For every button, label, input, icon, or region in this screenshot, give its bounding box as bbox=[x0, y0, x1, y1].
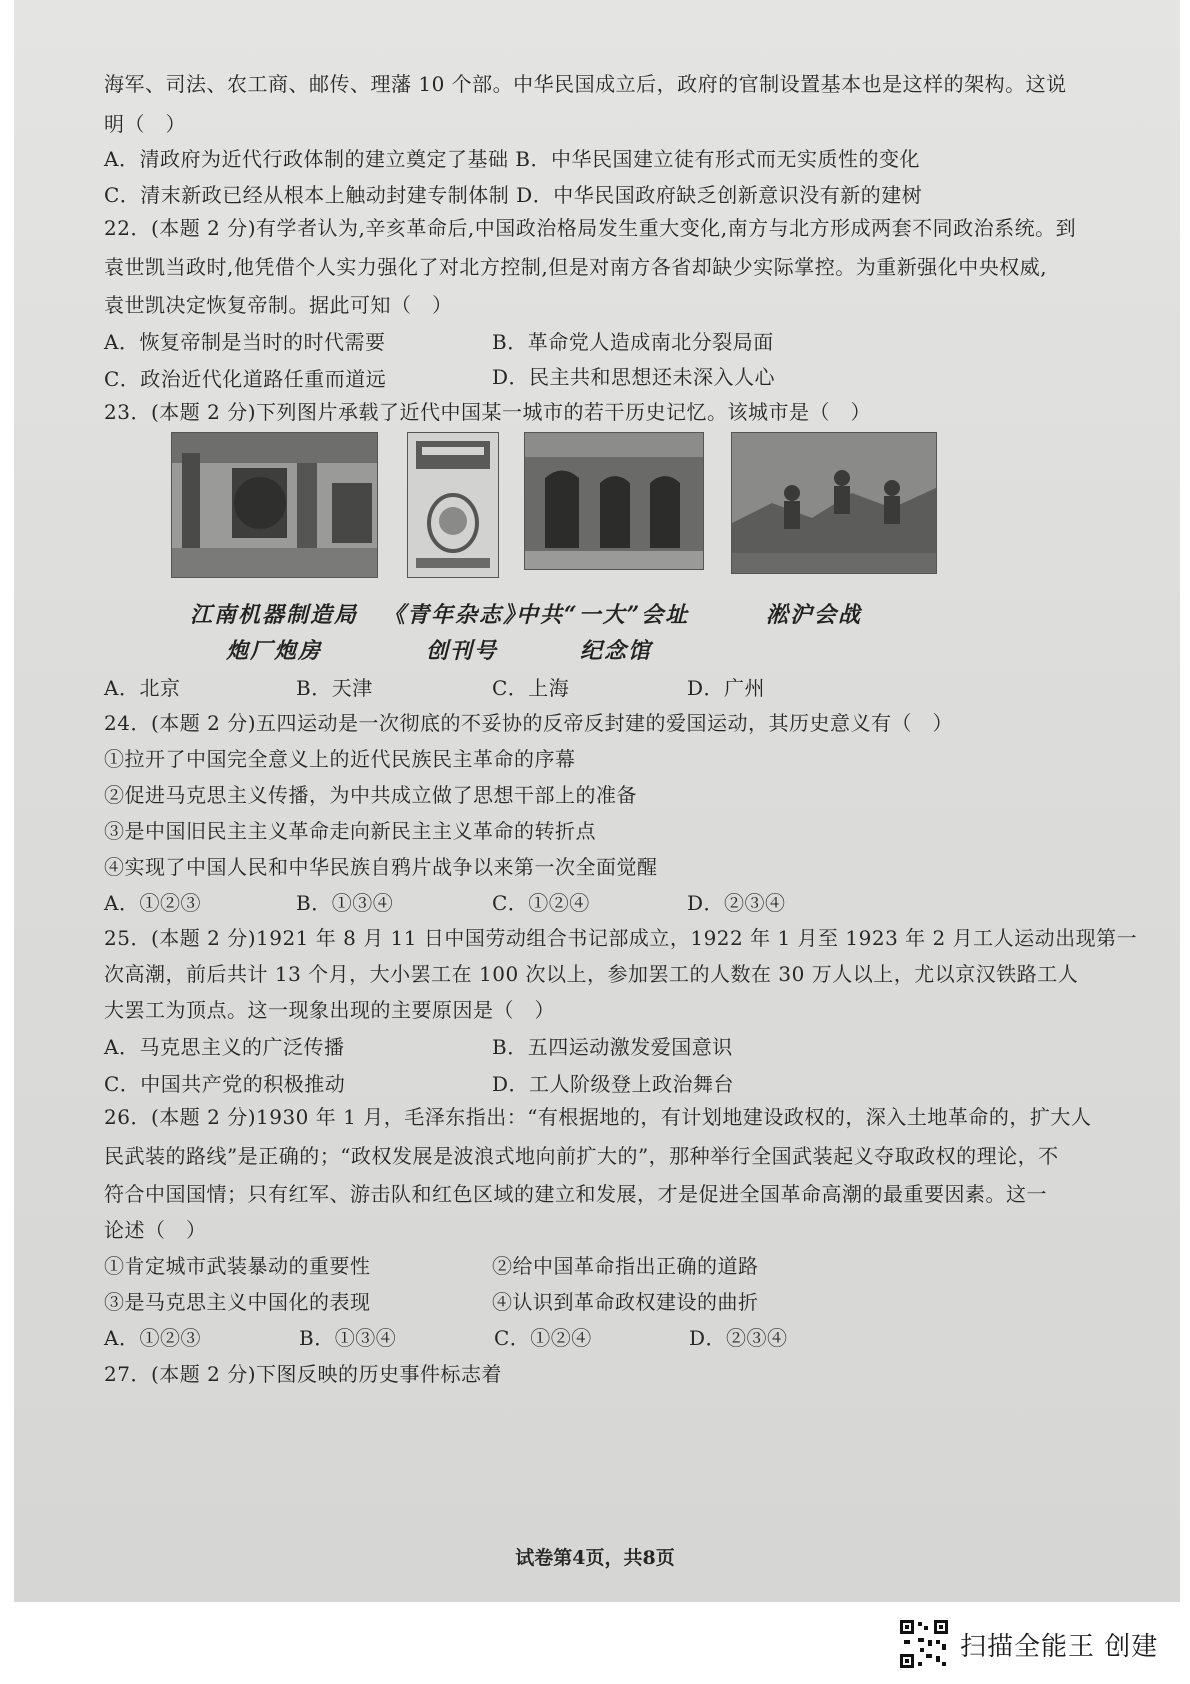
q24-option-b: B．①③④ bbox=[296, 891, 394, 915]
q24-item-3: ③是中国旧民主主义革命走向新民主主义革命的转折点 bbox=[104, 819, 596, 843]
caption-arsenal-line2: 炮厂炮房 bbox=[226, 638, 323, 664]
q26-item-2: ②给中国革命指出正确的道路 bbox=[492, 1254, 759, 1278]
q22-stem-line2: 袁世凯当政时,他凭借个人实力强化了对北方控制,但是对南方各省却缺少实际掌控。为重新强化中央权威, bbox=[104, 255, 1048, 279]
first-congress-site-photo bbox=[524, 432, 704, 570]
q26-stem-line3: 符合中国国情；只有红军、游击队和红色区域的建立和发展，才是促进全国革命高潮的最重要因素。这一 bbox=[104, 1182, 1047, 1206]
q21-options-ab: A．清政府为近代行政体制的建立奠定了基础 B．中华民国建立徒有形式而无实质性的变化 bbox=[104, 147, 920, 171]
q24-option-c: C．①②④ bbox=[492, 891, 590, 915]
caption-arsenal-line1: 江南机器制造局 bbox=[190, 602, 359, 628]
q26-stem-line4: 论述（ ） bbox=[104, 1218, 207, 1242]
q26-item-3: ③是马克思主义中国化的表现 bbox=[104, 1290, 371, 1314]
q24-stem: 24．(本题 2 分)五四运动是一次彻底的不妥协的反帝反封建的爱国运动，其历史意义有（ ） bbox=[104, 711, 953, 735]
q22-option-c: C．政治近代化道路任重而道远 bbox=[104, 367, 387, 391]
q23-stem: 23．(本题 2 分)下列图片承载了近代中国某一城市的若干历史记忆。该城市是（ ） bbox=[104, 400, 871, 424]
q26-option-d: D．②③④ bbox=[689, 1326, 788, 1350]
q24-item-1: ①拉开了中国完全意义上的近代民族民主革命的序幕 bbox=[104, 747, 576, 771]
jiangnan-arsenal-photo bbox=[171, 432, 378, 578]
q24-option-a: A．①②③ bbox=[104, 891, 201, 915]
exam-sheet bbox=[14, 0, 1180, 1602]
qr-code-icon bbox=[898, 1618, 950, 1670]
scanner-watermark bbox=[898, 1618, 1158, 1670]
page-footer: 试卷第4页，共8页 bbox=[515, 1547, 675, 1569]
q22-option-d: D．民主共和思想还未深入人心 bbox=[492, 365, 776, 389]
q25-option-d: D．工人阶级登上政治舞台 bbox=[492, 1072, 735, 1096]
q26-item-4: ④认识到革命政权建设的曲折 bbox=[492, 1290, 759, 1314]
q25-option-b: B．五四运动激发爱国意识 bbox=[492, 1035, 733, 1059]
youth-magazine-cover bbox=[407, 432, 499, 578]
q25-stem-line3: 大罢工为顶点。这一现象出现的主要原因是（ ） bbox=[104, 998, 555, 1022]
q22-stem-line1: 22．(本题 2 分)有学者认为,辛亥革命后,中国政治格局发生重大变化,南方与北方形成两套不同政治系统。到 bbox=[104, 216, 1077, 240]
q26-option-b: B．①③④ bbox=[299, 1326, 397, 1350]
q23-option-c: C．上海 bbox=[492, 676, 570, 700]
q23-option-d: D．广州 bbox=[687, 676, 766, 700]
q24-item-2: ②促进马克思主义传播，为中共成立做了思想干部上的准备 bbox=[104, 783, 637, 807]
caption-magazine-line1: 《青年杂志》 bbox=[383, 602, 528, 628]
q21-stem-line2: 明（ ） bbox=[104, 112, 186, 136]
q22-option-a: A．恢复帝制是当时的时代需要 bbox=[104, 330, 386, 354]
q24-option-d: D．②③④ bbox=[687, 891, 786, 915]
q25-stem-line1: 25．(本题 2 分)1921 年 8 月 11 日中国劳动组合书记部成立，1922 年 1 月至 1923 年 2 月工人运动出现第一 bbox=[104, 926, 1138, 950]
q21-stem-line1: 海军、司法、农工商、邮传、理藩 10 个部。中华民国成立后，政府的官制设置基本也是这样的架构。这说 bbox=[104, 72, 1067, 96]
q21-options-cd: C．清末新政已经从根本上触动封建专制体制 D．中华民国政府缺乏创新意识没有新的建树 bbox=[104, 183, 923, 207]
q25-stem-line2: 次高潮，前后共计 13 个月，大小罢工在 100 次以上，参加罢工的人数在 30 万人以上，尤以京汉铁路工人 bbox=[104, 962, 1079, 986]
q24-item-4: ④实现了中国人民和中华民族自鸦片战争以来第一次全面觉醒 bbox=[104, 855, 658, 879]
scanner-watermark-label: 扫描全能王 创建 bbox=[960, 1631, 1159, 1662]
songhu-battle-photo bbox=[731, 432, 937, 574]
q25-option-a: A．马克思主义的广泛传播 bbox=[104, 1035, 345, 1059]
q22-option-b: B．革命党人造成南北分裂局面 bbox=[492, 330, 774, 354]
caption-congress-line2: 纪念馆 bbox=[580, 638, 653, 664]
q26-stem-line1: 26．(本题 2 分)1930 年 1 月，毛泽东指出：“有根据地的，有计划地建设政权的，深入土地革命的，扩大人 bbox=[104, 1105, 1092, 1129]
caption-songhu: 淞沪会战 bbox=[766, 602, 863, 628]
caption-magazine-line2: 创刊号 bbox=[426, 638, 499, 664]
q26-option-a: A．①②③ bbox=[104, 1326, 201, 1350]
q22-stem-line3: 袁世凯决定恢复帝制。据此可知（ ） bbox=[104, 293, 453, 317]
q23-option-a: A．北京 bbox=[104, 676, 181, 700]
q27-stem: 27．(本题 2 分)下图反映的历史事件标志着 bbox=[104, 1362, 502, 1386]
q26-item-1: ①肯定城市武装暴动的重要性 bbox=[104, 1254, 371, 1278]
q26-option-c: C．①②④ bbox=[494, 1326, 592, 1350]
q25-option-c: C．中国共产党的积极推动 bbox=[104, 1072, 346, 1096]
q23-option-b: B．天津 bbox=[296, 676, 373, 700]
q26-stem-line2: 民武装的路线”是正确的；“政权发展是波浪式地向前扩大的”，那种举行全国武装起义夺取政权的理论，不 bbox=[104, 1144, 1059, 1168]
caption-congress-line1: 中共“一大”会址 bbox=[516, 602, 690, 628]
